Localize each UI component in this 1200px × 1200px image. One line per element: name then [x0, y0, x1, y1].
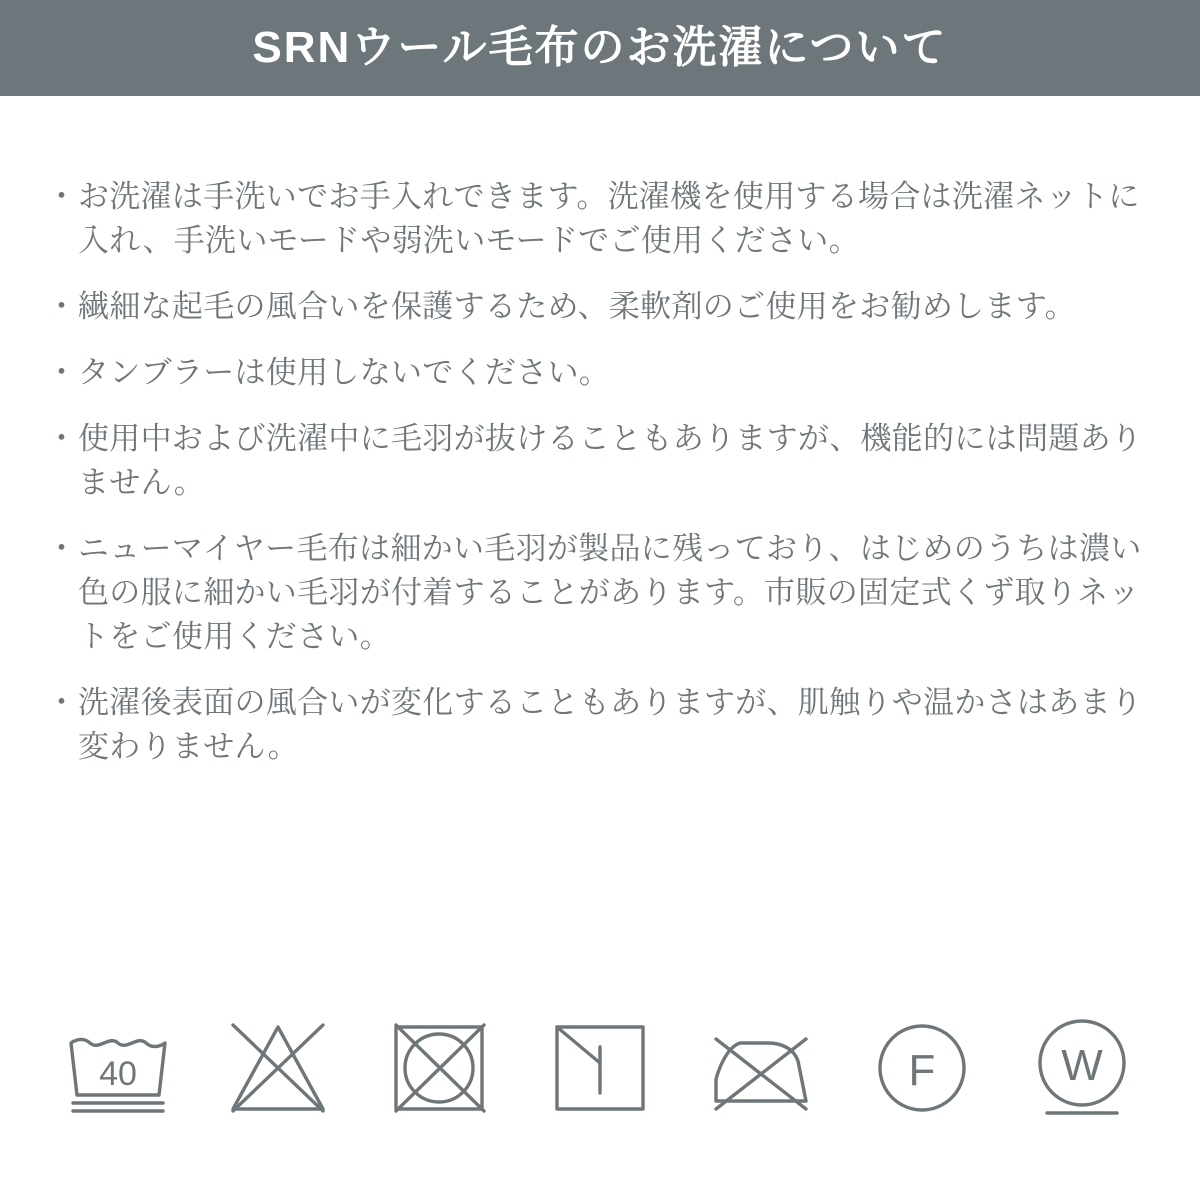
page-title: SRNウール毛布のお洗濯について: [252, 23, 948, 72]
line-dry-icon: [537, 1005, 662, 1125]
svg-text:F: F: [908, 1046, 936, 1095]
list-item: ・ ニューマイヤー毛布は細かい毛羽が製品に残っており、はじめのうちは濃い色の服に細かい毛羽が付着することがあります。市販の固定式くず取りネットをご使用ください。: [48, 527, 1158, 659]
wash-40-icon: [55, 1005, 180, 1125]
care-instruction-list: [48, 175, 1158, 769]
no-tumble-dry-icon: [377, 1005, 502, 1125]
page-header: [0, 0, 1200, 96]
list-item: ・ 洗濯後表面の風合いが変化することもありますが、肌触りや温かさはあまり変わりません。: [48, 681, 1158, 769]
list-item: ・ お洗濯は手洗いでお手入れできます。洗濯機を使用する場合は洗濯ネットに入れ、手洗いモードや弱洗いモードでご使用ください。: [48, 175, 1158, 263]
list-item: ・ 繊細な起毛の風合いを保護するため、柔軟剤のご使用をお勧めします。: [48, 285, 1158, 329]
wet-clean-w-icon: [1020, 1005, 1145, 1125]
dry-clean-f-icon: [859, 1005, 984, 1125]
list-item: ・ 使用中および洗濯中に毛羽が抜けることもありますが、機能的には問題ありません。: [48, 417, 1158, 505]
instructions-content: [48, 175, 1158, 791]
svg-text:40: 40: [98, 1055, 137, 1093]
list-item: ・ タンブラーは使用しないでください。: [48, 351, 1158, 395]
no-bleach-icon: [216, 1005, 341, 1125]
svg-text:W: W: [1061, 1041, 1104, 1090]
care-symbols-row: [55, 1000, 1145, 1130]
no-iron-icon: [698, 1005, 823, 1125]
